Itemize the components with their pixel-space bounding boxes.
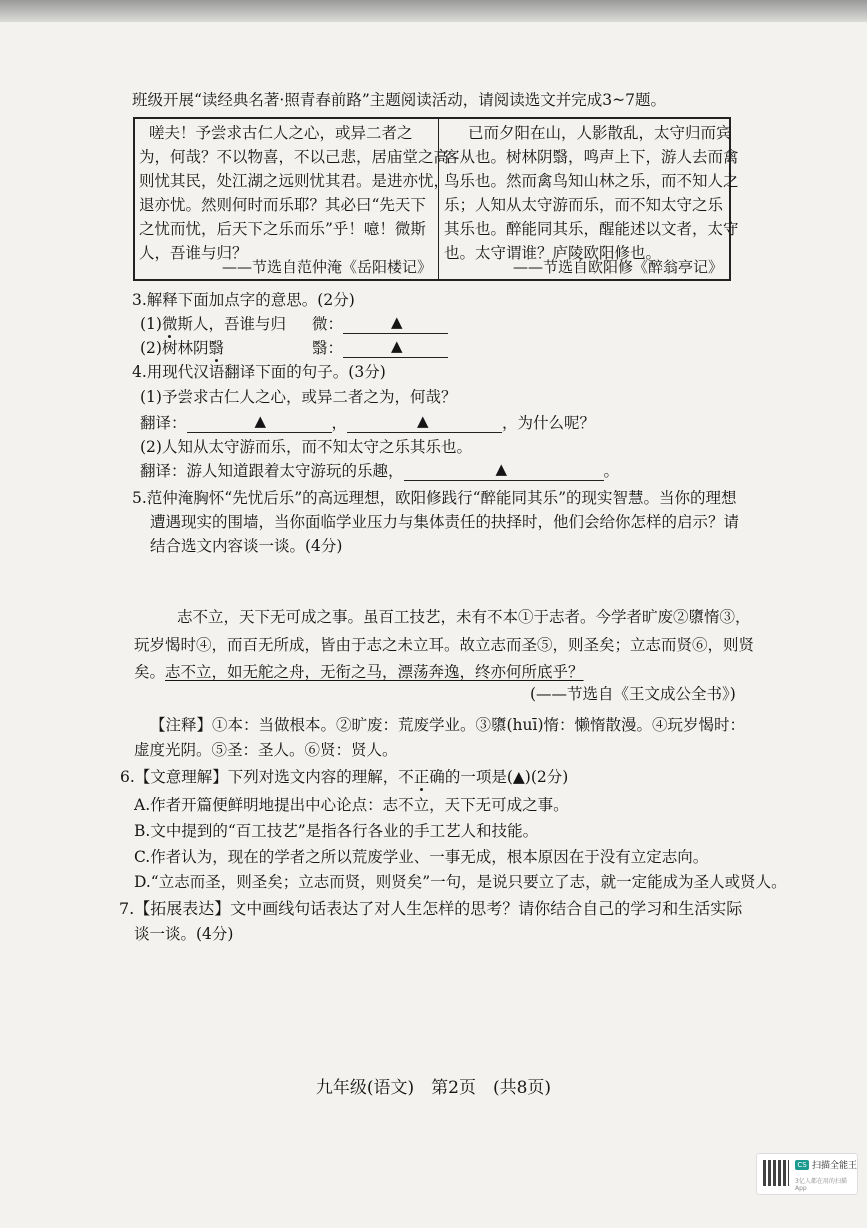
annotation-line-2: 虚度光阴。⑤圣：圣人。⑥贤：贤人。 — [134, 741, 398, 759]
answer-mark-icon: ▲ — [495, 460, 508, 478]
cs-badge-icon: CS — [795, 1160, 809, 1170]
q3-item-2: (2)树林阴翳 — [140, 339, 224, 357]
q3-answer-2: 翳： ▲ — [312, 336, 448, 358]
q4-translation-1: 翻译： ▲ ， ▲ ，为什么呢？ — [140, 412, 596, 432]
reading-intro: 班级开展“读经典名著·照青春前路”主题阅读活动，请阅读选文并完成3~7题。 — [132, 91, 666, 109]
text-line: 嗟夫！予尝求古仁人之心，或异二者之 — [149, 124, 413, 142]
q6-option-d: D.“立志而圣，则圣矣；立志而贤，则贤矣”一句，是说只要立了志，就一定能成为圣人或贤人。 — [134, 873, 787, 891]
q4-stem: 4.用现代汉语翻译下面的句子。(3分) — [132, 363, 386, 381]
q7-line-1: 7.【拓展表达】文中画线句话表达了对人生怎样的思考？请你结合自己的学习和生活实际 — [119, 899, 743, 918]
passage-source: (——节选自《王文成公全书》) — [530, 685, 736, 703]
watermark-app-name: 扫描全能王 — [812, 1161, 858, 1171]
text-line: 则忧其民，处江湖之远则忧其君。是进亦忧， — [139, 172, 450, 190]
dotted-char: 不正确 — [398, 768, 445, 786]
q3-stem: 3.解释下面加点字的意思。(2分) — [132, 291, 355, 309]
answer-mark-icon: ▲ — [512, 768, 525, 786]
text-line: 也。太守谓谁？庐陵欧阳修也。 — [444, 244, 662, 262]
q5-line-1: 5.范仲淹胸怀“先忧后乐”的高远理想，欧阳修践行“醉能同其乐”的现实智慧。当你的理想 — [132, 489, 737, 507]
answer-mark-icon: ▲ — [391, 337, 403, 355]
q6-stem: 6.【文意理解】下列对选文内容的理解，不正确的一项是(▲)(2分) — [120, 768, 569, 786]
passage-line-2: 玩岁愒时④，而百无所成，皆由于志之未立耳。故立志而圣⑤，则圣矣；立志而贤⑥，则贤 — [134, 636, 755, 654]
q3-answer-1: 微： ▲ — [312, 312, 448, 334]
dotted-char: 翳 — [208, 339, 224, 357]
answer-mark-icon: ▲ — [417, 412, 429, 430]
text-line: 人，吾谁与归？ — [139, 244, 248, 262]
q7-line-2: 谈一谈。(4分) — [134, 925, 234, 943]
dotted-char: 微 — [161, 315, 178, 333]
q6-option-b: B.文中提到的“百工技艺”是指各行各业的手工艺人和技能。 — [134, 822, 539, 840]
text-line: 退亦忧。然则何时而乐耶？其必曰“先天下 — [139, 196, 426, 214]
answer-blank[interactable] — [347, 414, 502, 433]
zuiwengting-excerpt — [440, 119, 739, 279]
text-line: 其乐也。醉能同其乐，醒能述以文者，太守 — [444, 220, 739, 238]
yueyanglou-excerpt — [135, 119, 450, 279]
q6-option-a: A.作者开篇便鲜明地提出中心论点：志不立，天下无可成之事。 — [134, 796, 569, 814]
answer-blank[interactable] — [343, 315, 448, 334]
q4-sentence-1: (1)予尝求古仁人之心，或异二者之为，何哉？ — [140, 388, 457, 406]
text-line: 客从也。树林阴翳，鸣声上下，游人去而禽 — [444, 148, 739, 166]
q5-line-2: 遭遇现实的围墙，当你面临学业压力与集体责任的抉择时，他们会给你怎样的启示？请 — [150, 513, 740, 531]
answer-blank[interactable] — [404, 462, 604, 481]
classical-texts-table — [133, 117, 739, 281]
q6-option-c: C.作者认为，现在的学者之所以荒废学业、一事无成，根本原因在于没有立定志向。 — [134, 848, 709, 866]
text-line: 已而夕阳在山，人影散乱，太守归而宾 — [468, 124, 732, 142]
annotation-line-1: 【注释】①本：当做根本。②旷废：荒废学业。③隳(huī)惰：懒惰散漫。④玩岁愒时： — [150, 716, 746, 734]
text-line: 为，何哉？不以物喜，不以己悲，居庙堂之高 — [139, 148, 450, 166]
scanner-watermark — [756, 1153, 858, 1195]
underlined-sentence: 志不立，如无舵之舟，无衔之马，漂荡奔逸，终亦何所底乎？ — [165, 663, 584, 681]
watermark-subtitle: 3亿人都在用的扫描App — [795, 1178, 847, 1192]
answer-blank[interactable] — [187, 414, 332, 433]
text-line: 乐；人知从太守游而乐，而不知太守之乐 — [444, 196, 724, 214]
passage-line-3: 矣。志不立，如无舵之舟，无衔之马，漂荡奔逸，终亦何所底乎？ — [134, 663, 584, 681]
page-footer: 九年级(语文) 第2页 (共8页) — [315, 1078, 552, 1098]
q4-translation-2: 翻译：游人知道跟着太守游玩的乐趣， ▲ 。 — [140, 460, 620, 480]
source-attribution: ——节选自欧阳修《醉翁亭记》 — [512, 258, 723, 276]
q5-line-3: 结合选文内容谈一谈。(4分) — [150, 537, 343, 555]
answer-mark-icon: ▲ — [391, 313, 403, 331]
q3-item-1: (1)微斯人，吾谁与归 — [140, 315, 286, 333]
qr-code-icon — [763, 1160, 789, 1186]
text-line: 之忧而忧，后天下之乐而乐”乎！噫！微斯 — [139, 220, 426, 238]
text-line: 鸟乐也。然而禽鸟知山林之乐，而不知人之 — [444, 172, 739, 190]
q4-sentence-2: (2)人知从太守游而乐，而不知太守之乐其乐也。 — [140, 438, 472, 456]
answer-mark-icon: ▲ — [254, 412, 267, 430]
scan-top-edge — [0, 0, 867, 22]
source-attribution: ——节选自范仲淹《岳阳楼记》 — [221, 258, 432, 276]
passage-line-1: 志不立，天下无可成之事。虽百工技艺，未有不本①于志者。今学者旷废②隳惰③， — [177, 608, 751, 626]
answer-blank[interactable] — [343, 339, 448, 358]
